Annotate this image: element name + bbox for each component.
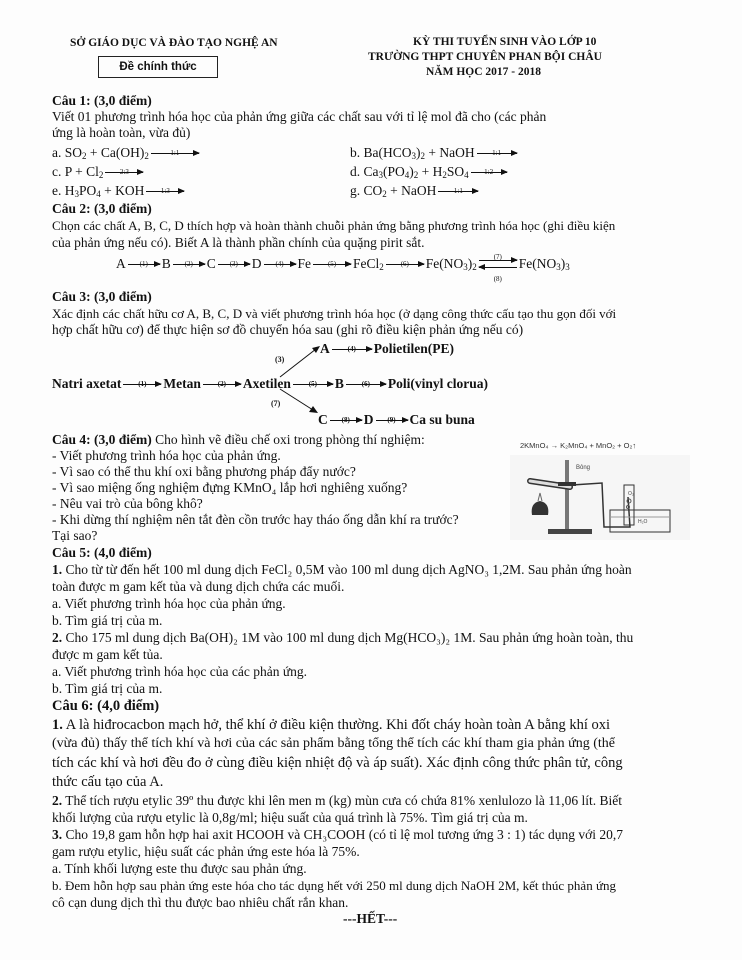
q6-p3-b-line-1: b. Đem hỗn hợp sau phản ứng este hóa cho tác dụng hết với 250 ml dung dịch NaOH 2M, kết thúc phản ứng [52, 878, 616, 893]
svg-text:H₂O: H₂O [638, 519, 648, 525]
q6-p1-line-2: (vừa đủ) thấy thể tích khí và hơi của các sản phẩm bằng tổng thể tích các khí tham gia phản ứng (thể [52, 736, 615, 751]
q6-p1-line-4: thức cấu tạo của A. [52, 774, 164, 790]
q3-step-3-label: (3) [275, 355, 285, 364]
q2-line-2: của phản ứng nếu có). Biết A là thành phần chính của quặng pirit sắt. [52, 235, 425, 250]
q4-item-4: - Nêu vai trò của bông khô? [52, 496, 203, 511]
q1-title: Câu 1: (3,0 điểm) [52, 93, 152, 108]
q5-p2-a: a. Viết phương trình hóa học của các phản ứng. [52, 664, 308, 679]
reaction-c: c. $P + Cl_2$ 2:3 [52, 164, 145, 180]
q1-intro-2: ứng là hoàn toàn, vừa đủ) [52, 125, 191, 140]
q6-p3-b-line-2: cô cạn dung dịch thì thu được bao nhiêu chất rắn khan. [52, 895, 349, 910]
q5-p1-a: a. Viết phương trình hóa học của phản ứng. [52, 596, 286, 611]
q5-title: Câu 5: (4,0 điểm) [52, 545, 152, 560]
q2-title: Câu 2: (3,0 điểm) [52, 201, 152, 216]
figure-label-cotton: Bông [576, 465, 591, 471]
q4-item-5: - Khi dừng thí nghiệm nên tắt đèn cồn trước hay tháo ống dẫn khí ra trước? [52, 512, 459, 527]
q5-p1-line-1: 1. Cho từ từ đến hết 100 ml dung dịch FeCl₂ 0,5M vào 100 ml dung dịch AgNO₃ 1,2M. Sau phản ứng hoàn [52, 562, 632, 577]
figure-equation: 2KMnO₄ → K₂MnO₄ + MnO₂ + O₂↑ [520, 441, 637, 450]
q3-row-rubber: C (8) D (9) Ca su buna [318, 412, 475, 427]
q6-p3-line-1: 3. Cho 19,8 gam hỗn hợp hai axit HCOOH và CH₃COOH (có tỉ lệ mol tương ứng 3 : 1) tác dụng với 20,7 [52, 827, 623, 842]
school-name: TRƯỜNG THPT CHUYÊN PHAN BỘI CHÂU [368, 51, 602, 63]
official-badge: Đề chính thức [98, 56, 218, 78]
q2-reaction-chain: A (1) B (2) C (3) D (4) Fe (5) FeCl$_2$ (6) $Fe(NO_3)_2$ (7) (8) $Fe(NO_3)_3$ [116, 252, 570, 283]
q4-item-3: - Vì sao miệng ống nghiệm đựng KMnO₄ lắp hơi nghiêng xuống? [52, 480, 408, 495]
q3-line-2: hợp chất hữu cơ) để thực hiện sơ đồ chuyển hóa sau (ghi rõ điều kiện phản ứng nếu có) [52, 322, 524, 337]
reaction-e: e. $H_3PO_4$ + KOH 1:3 [52, 183, 186, 199]
q3-row-pe: A (4) Polietilen(PE) [320, 341, 454, 356]
q4-item-2: - Vì sao có thể thu khí oxi bằng phương pháp đẩy nước? [52, 464, 356, 479]
school-year: NĂM HỌC 2017 - 2018 [426, 66, 541, 78]
reaction-a: a. $SO_2 + Ca(OH)_2$ 1:1 [52, 145, 201, 161]
oxygen-apparatus-figure [510, 455, 690, 540]
q6-p1-line-1: 1. A là hiđrocacbon mạch hở, thể khí ở điều kiện thường. Khi đốt cháy hoàn toàn A bằng khí oxi [52, 717, 611, 733]
q5-p2-b: b. Tìm giá trị của m. [52, 681, 163, 696]
q1-intro-1: Viết 01 phương trình hóa học của phản ứng giữa các chất sau với tỉ lệ mol đã cho (các phản [52, 109, 547, 124]
end-marker: ---HẾT--- [343, 911, 398, 926]
q5-p1-b: b. Tìm giá trị của m. [52, 613, 163, 628]
q6-p1-line-3: tích các khí và hơi đều đo ở cùng điều kiện nhiệt độ và áp suất). Xác định công thức phân tử, công [52, 755, 623, 771]
q3-step-7-label: (7) [271, 399, 281, 408]
department-title: SỞ GIÁO DỤC VÀ ĐÀO TẠO NGHỆ AN [70, 37, 278, 49]
q2-line-1: Chọn các chất A, B, C, D thích hợp và hoàn thành chuỗi phản ứng bằng phương trình hóa học (ghi điều kiện [52, 218, 616, 233]
q4-item-1: - Viết phương trình hóa học của phản ứng. [52, 448, 281, 463]
reaction-g: g. $CO_2$ + NaOH 1:1 [350, 183, 480, 199]
q6-title: Câu 6: (4,0 điểm) [52, 698, 160, 714]
q3-title: Câu 3: (3,0 điểm) [52, 289, 152, 304]
q6-p3-line-2: gam rượu etylic, hiệu suất các phản ứng este hóa là 75%. [52, 844, 360, 859]
q5-p2-line-1: 2. Cho 175 ml dung dịch Ba(OH)₂ 1M vào 100 ml dung dịch Mg(HCO₃)₂ 1M. Sau phản ứng hoàn toàn, thu [52, 630, 634, 645]
reaction-b: b. $Ba(HCO_3)_2$ + NaOH 1:1 [350, 145, 519, 161]
q3-row-main: Natri axetat (1) Metan (2) Axetilen (5) B (6) Poli(vinyl clorua) [52, 376, 488, 391]
q4-heading: Câu 4: (3,0 điểm) Cho hình vẽ điều chế oxi trong phòng thí nghiệm: [52, 432, 425, 447]
q4-item-6: Tại sao? [52, 528, 98, 543]
q5-p1-line-2: toàn được m gam kết tủa và dung dịch chứa các muối. [52, 579, 345, 594]
q6-p3-a: a. Tính khối lượng este thu được sau phản ứng. [52, 861, 307, 876]
q6-p2-line-1: 2. Thể tích rượu etylic 39º thu được khi lên men m (kg) mùn cưa có chứa 81% xenlulozo là 11,06 lít. Biết [52, 793, 622, 808]
reaction-d: d. $Ca_3(PO_4)_2 + H_2SO_4$ 1:2 [350, 164, 509, 180]
q3-line-1: Xác định các chất hữu cơ A, B, C, D và viết phương trình hóa học (ở dạng công thức cấu tạo thu gọn đối với [52, 306, 617, 321]
q6-p2-line-2: khối lượng của rượu etylic là 0,8g/ml; hiệu suất của quá trình là 75%. Tìm giá trị của m. [52, 810, 528, 825]
svg-text:O₂: O₂ [628, 491, 634, 497]
exam-title: KỲ THI TUYỂN SINH VÀO LỚP 10 [413, 36, 597, 48]
q5-p2-line-2: được m gam kết tủa. [52, 647, 163, 662]
